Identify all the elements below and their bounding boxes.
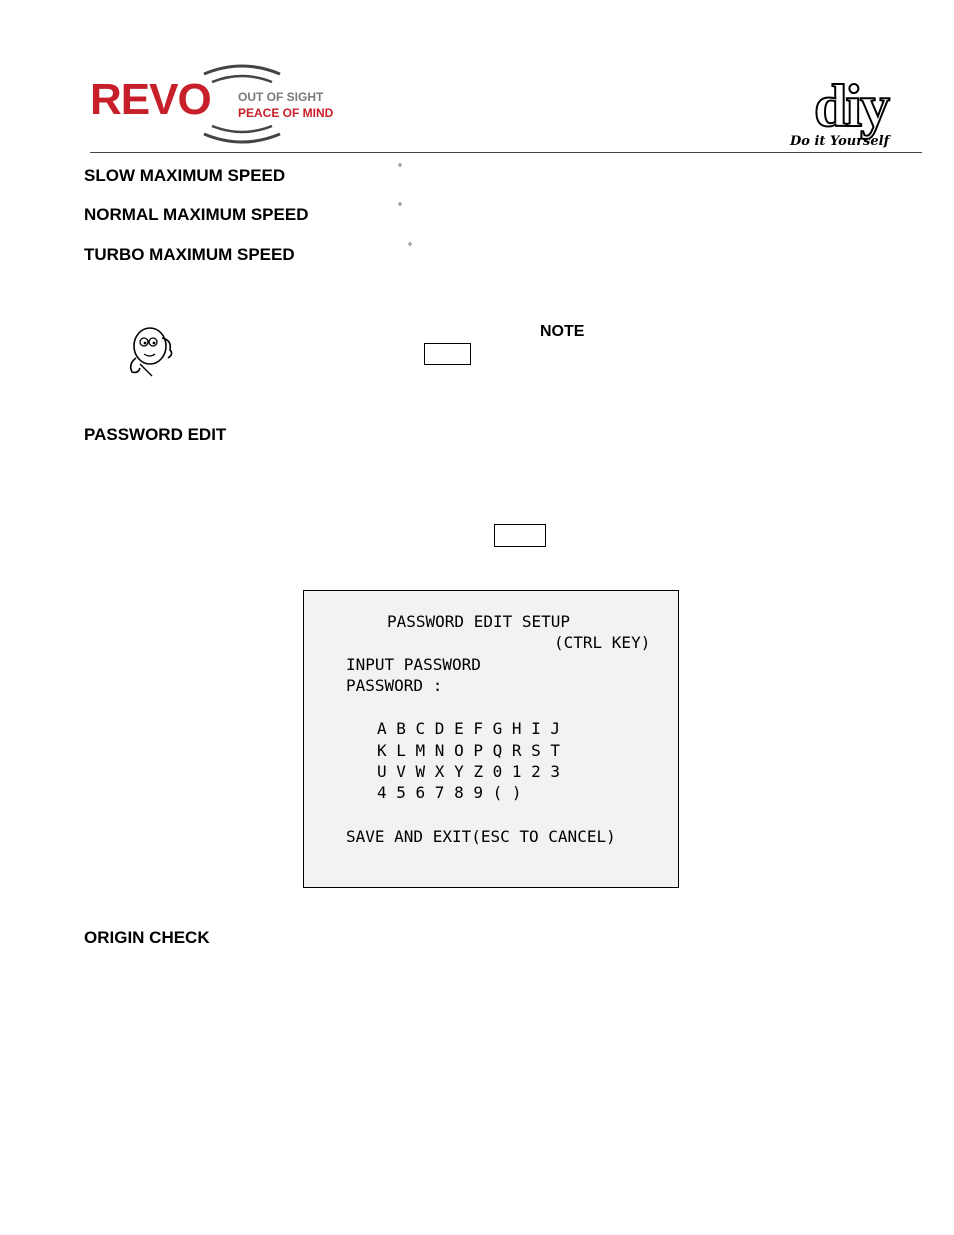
turbo-degree-mark: ° (408, 242, 412, 253)
revo-tagline-top: OUT OF SIGHT (238, 90, 324, 104)
normal-max-speed-heading: NORMAL MAXIMUM SPEED (84, 205, 309, 224)
osd-char-row[interactable]: A B C D E F G H I J (377, 719, 561, 738)
origin-check-heading: ORIGIN CHECK (84, 928, 210, 947)
revo-wordmark: REVO (90, 75, 211, 124)
header-divider (90, 152, 922, 153)
osd-char-row[interactable]: U V W X Y Z 0 1 2 3 (377, 762, 561, 781)
password-key-box (494, 524, 546, 547)
osd-save-exit-option[interactable]: SAVE AND EXIT(ESC TO CANCEL) (346, 827, 616, 846)
diy-wordmark: diy (814, 73, 889, 139)
turbo-max-speed-heading: TURBO MAXIMUM SPEED (84, 245, 295, 264)
note-key-box (424, 343, 471, 365)
osd-ctrl-key: (CTRL KEY) (554, 633, 651, 652)
password-edit-osd-screen (303, 590, 679, 888)
revo-tagline-bottom: PEACE OF MIND (238, 106, 334, 120)
osd-input-password-label: INPUT PASSWORD (346, 655, 481, 674)
diy-logo (786, 73, 926, 156)
slow-max-speed-heading: SLOW MAXIMUM SPEED (84, 166, 286, 185)
password-edit-heading: PASSWORD EDIT (84, 425, 227, 444)
osd-password-field[interactable]: PASSWORD : (346, 676, 443, 695)
normal-degree-mark: ° (398, 202, 402, 213)
thinking-man-icon (122, 324, 178, 382)
note-label: NOTE (540, 323, 585, 340)
slow-degree-mark: ° (398, 163, 402, 174)
osd-char-row[interactable]: 4 5 6 7 8 9 ( ) (377, 783, 522, 802)
diy-subtitle: Do it Yourself (790, 134, 890, 149)
revo-logo (90, 60, 360, 150)
osd-char-row[interactable]: K L M N O P Q R S T (377, 741, 561, 760)
osd-title: PASSWORD EDIT SETUP (387, 612, 571, 631)
